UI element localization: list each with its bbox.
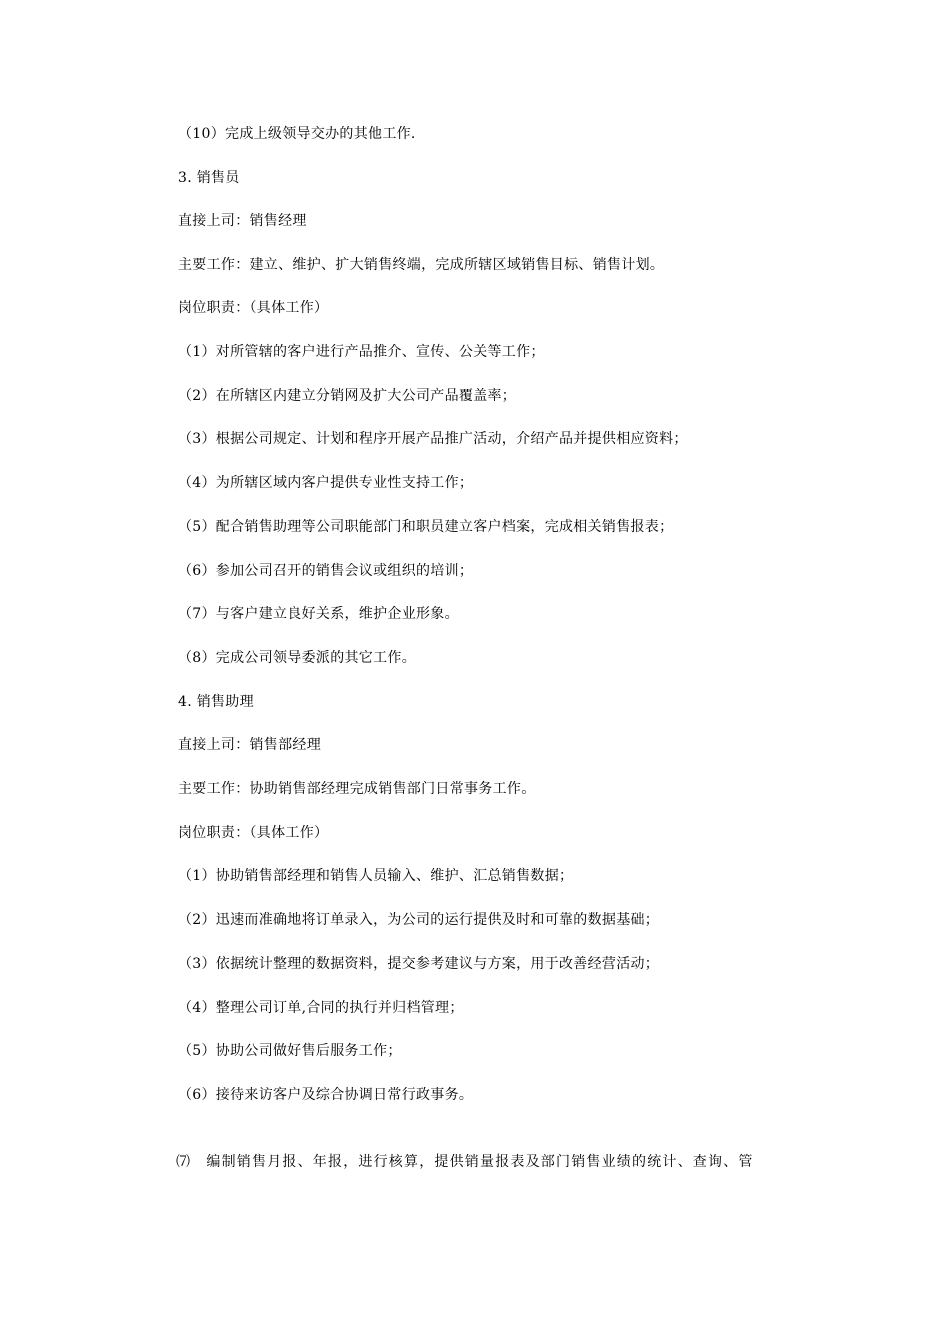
list-item: （2）迅速而准确地将订单录入，为公司的运行提供及时和可靠的数据基础； bbox=[178, 912, 660, 928]
section-heading-salesperson: 3. 销售员 bbox=[178, 170, 240, 186]
list-item: （5）协助公司做好售后服务工作； bbox=[178, 1043, 402, 1059]
list-item: （8）完成公司领导委派的其它工作。 bbox=[178, 650, 417, 666]
list-item: （3）根据公司规定、计划和程序开展产品推广活动，介绍产品并提供相应资料； bbox=[178, 431, 688, 447]
list-item: （4）整理公司订单,合同的执行并归档管理； bbox=[178, 1000, 464, 1016]
list-item: （3）依据统计整理的数据资料，提交参考建议与方案，用于改善经营活动； bbox=[178, 956, 660, 972]
list-item: （4）为所辖区域内客户提供专业性支持工作； bbox=[178, 475, 474, 491]
list-item: （1）协助销售部经理和销售人员输入、维护、汇总销售数据； bbox=[178, 868, 574, 884]
text-line-responsibilities: 岗位职责：（具体工作） bbox=[178, 825, 329, 841]
text-line-responsibilities: 岗位职责：（具体工作） bbox=[178, 300, 329, 316]
list-item: （6）参加公司召开的销售会议或组织的培训； bbox=[178, 563, 474, 579]
list-item: ⑺ 编制销售月报、年报，进行核算，提供销量报表及部门销售业绩的统计、查询、管 bbox=[176, 1154, 754, 1170]
text-line-main-work: 主要工作：建立、维护、扩大销售终端，完成所辖区域销售目标、销售计划。 bbox=[178, 257, 665, 273]
section-heading-sales-assistant: 4. 销售助理 bbox=[178, 694, 254, 710]
list-item: （6）接待来访客户及综合协调日常行政事务。 bbox=[178, 1087, 474, 1103]
text-line-supervisor: 直接上司：销售部经理 bbox=[178, 737, 321, 753]
list-item: （7）与客户建立良好关系，维护企业形象。 bbox=[178, 606, 459, 622]
list-item: （2）在所辖区内建立分销网及扩大公司产品覆盖率； bbox=[178, 388, 517, 404]
text-line-supervisor: 直接上司：销售经理 bbox=[178, 213, 307, 229]
text-line-main-work: 主要工作：协助销售部经理完成销售部门日常事务工作。 bbox=[178, 781, 536, 797]
list-item: （5）配合销售助理等公司职能部门和职员建立客户档案，完成相关销售报表； bbox=[178, 519, 674, 535]
list-item: （1）对所管辖的客户进行产品推介、宣传、公关等工作； bbox=[178, 344, 545, 360]
text-line-item-10: （10）完成上级领导交办的其他工作. bbox=[178, 126, 416, 142]
